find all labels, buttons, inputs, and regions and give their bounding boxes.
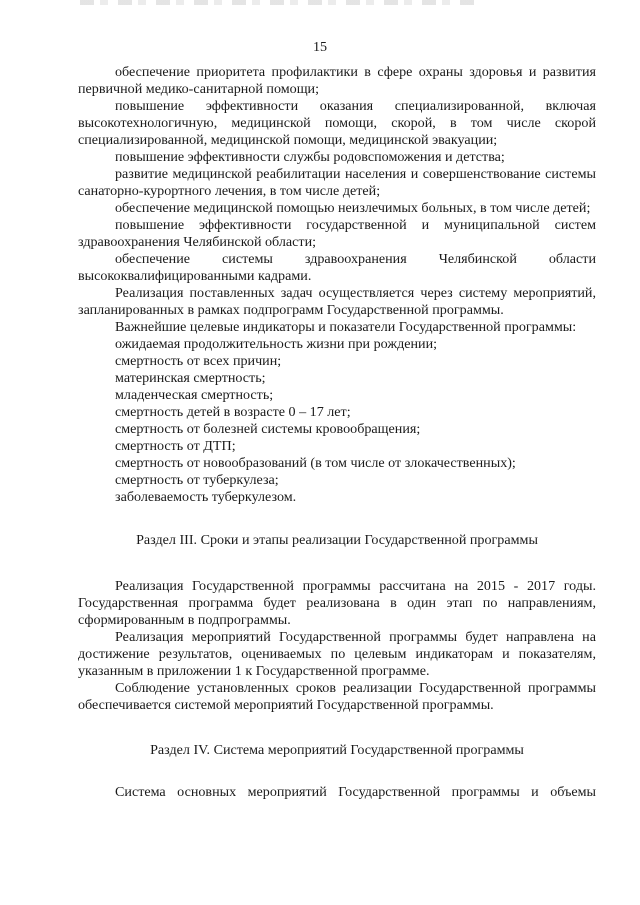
indicator-item: смертность от туберкулеза; <box>115 472 279 488</box>
indicator-item: младенческая смертность; <box>115 387 274 403</box>
task-item-specialized-care: повышение эффективности оказания специализированной, включая высокотехнологичную, медицинской помощи, скорой, в том числе скорой специализированной, медицинской помощи, медицинской эвакуации; <box>78 98 596 148</box>
section3-paragraph: Соблюдение установленных сроков реализации Государственной программы обеспечивается системой мероприятий Государственной программы. <box>78 680 596 713</box>
indicator-item: заболеваемость туберкулезом. <box>115 489 297 505</box>
task-item-health-systems: повышение эффективности государственной и муниципальной систем здравоохранения Челябинской области; <box>78 217 596 250</box>
indicator-item: смертность от болезней системы кровообращения; <box>115 421 421 437</box>
section-heading-4: Раздел IV. Система мероприятий Государственной программы <box>150 742 524 758</box>
paragraph-indicators-intro: Важнейшие целевые индикаторы и показатели Государственной программы: <box>115 319 577 335</box>
indicator-item: смертность от ДТП; <box>115 438 236 454</box>
indicator-item: материнская смертность; <box>115 370 266 386</box>
scan-artifact <box>80 0 480 5</box>
page-number: 15 <box>312 39 328 55</box>
task-item-palliative: обеспечение медицинской помощью неизлечимых больных, в том числе детей; <box>115 200 591 216</box>
task-item-staffing: обеспечение системы здравоохранения Челябинской области высококвалифицированными кадрами. <box>78 251 596 284</box>
indicator-item: смертность детей в возрасте 0 – 17 лет; <box>115 404 351 420</box>
document-body <box>78 64 596 801</box>
section-heading-3: Раздел III. Сроки и этапы реализации Государственной программы <box>136 532 538 548</box>
section3-paragraph: Реализация Государственной программы рассчитана на 2015 - 2017 годы. Государственная программа будет реализована в один этап по направлениям, сформированным в подпрограммы. <box>78 578 596 628</box>
section4-paragraph: Система основных мероприятий Государственной программы и объемы <box>115 784 596 800</box>
indicator-item: ожидаемая продолжительность жизни при рождении; <box>115 336 438 352</box>
task-item-prevention: обеспечение приоритета профилактики в сфере охраны здоровья и развития первичной медико-санитарной помощи; <box>78 64 596 97</box>
section3-paragraph: Реализация мероприятий Государственной программы будет направлена на достижение результатов, оцениваемых по целевым индикаторам и показателям, указанным в приложении 1 к Государственной программе. <box>78 629 596 679</box>
paragraph-realization: Реализация поставленных задач осуществляется через систему мероприятий, запланированных в рамках подпрограмм Государственной программы. <box>78 285 596 318</box>
indicator-item: смертность от новообразований (в том числе от злокачественных); <box>115 455 516 471</box>
task-item-maternity: повышение эффективности службы родовспоможения и детства; <box>115 149 505 165</box>
indicator-item: смертность от всех причин; <box>115 353 282 369</box>
task-item-rehabilitation: развитие медицинской реабилитации населения и совершенствование системы санаторно-курортного лечения, в том числе детей; <box>78 166 596 199</box>
